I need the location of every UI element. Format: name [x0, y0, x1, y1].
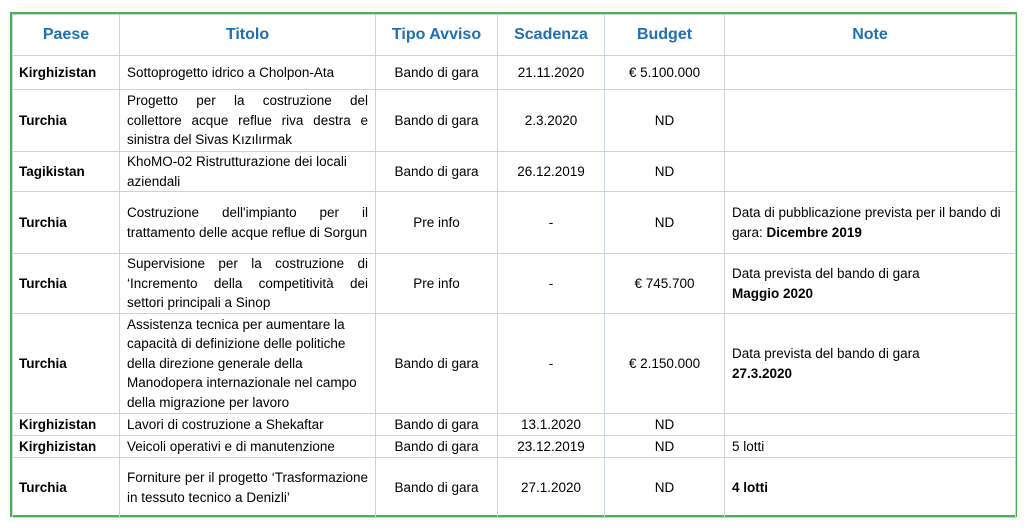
table-row — [13, 56, 1016, 90]
cell-scadenza: - — [498, 192, 605, 254]
table-row — [13, 458, 1016, 518]
cell-paese: Kirghizistan — [13, 56, 120, 90]
cell-note — [725, 254, 1016, 314]
cell-tipo: Bando di gara — [376, 436, 498, 458]
table-row — [13, 254, 1016, 314]
table-row — [13, 192, 1016, 254]
header-tipo-avviso: Tipo Avviso — [376, 15, 498, 56]
cell-scadenza: 26.12.2019 — [498, 152, 605, 192]
note-text: Data prevista del bando di gara — [732, 266, 920, 281]
cell-titolo: Veicoli operativi e di manutenzione — [120, 436, 376, 458]
cell-budget: ND — [605, 414, 725, 436]
cell-titolo: Supervisione per la costruzione di ‘Incremento della competitività dei settori principali a Sinop — [120, 254, 376, 314]
cell-note — [725, 458, 1016, 518]
cell-tipo: Bando di gara — [376, 152, 498, 192]
cell-budget: ND — [605, 90, 725, 152]
tenders-table — [12, 14, 1016, 518]
table-row — [13, 90, 1016, 152]
cell-scadenza: 21.11.2020 — [498, 56, 605, 90]
header-note: Note — [725, 15, 1016, 56]
header-paese: Paese — [13, 15, 120, 56]
note-text: 5 lotti — [732, 438, 765, 454]
cell-budget: ND — [605, 152, 725, 192]
cell-paese: Turchia — [13, 458, 120, 518]
cell-budget: € 745.700 — [605, 254, 725, 314]
header-budget: Budget — [605, 15, 725, 56]
cell-scadenza: 23.12.2019 — [498, 436, 605, 458]
cell-budget: ND — [605, 192, 725, 254]
cell-note — [725, 414, 1016, 436]
header-titolo: Titolo — [120, 15, 376, 56]
cell-tipo: Bando di gara — [376, 458, 498, 518]
header-row — [13, 15, 1016, 56]
cell-budget: € 5.100.000 — [605, 56, 725, 90]
note-text: Data di pubblicazione prevista per il bando di gara: — [732, 205, 1001, 240]
cell-budget: ND — [605, 458, 725, 518]
cell-titolo: Forniture per il progetto ‘Trasformazione in tessuto tecnico a Denizli’ — [120, 458, 376, 518]
cell-paese: Turchia — [13, 90, 120, 152]
cell-paese: Turchia — [13, 254, 120, 314]
cell-paese: Turchia — [13, 314, 120, 414]
note-bold: 4 lotti — [732, 479, 768, 495]
table-row — [13, 436, 1016, 458]
cell-tipo: Bando di gara — [376, 314, 498, 414]
note-text: Data prevista del bando di gara — [732, 346, 920, 361]
cell-budget: ND — [605, 436, 725, 458]
cell-paese: Kirghizistan — [13, 414, 120, 436]
cell-scadenza: 2.3.2020 — [498, 90, 605, 152]
cell-tipo: Bando di gara — [376, 414, 498, 436]
header-scadenza: Scadenza — [498, 15, 605, 56]
cell-paese: Kirghizistan — [13, 436, 120, 458]
table-row — [13, 152, 1016, 192]
cell-titolo: Progetto per la costruzione del collettore acque reflue riva destra e sinistra del Sivas Kızılırmak — [120, 90, 376, 152]
cell-titolo: KhoMO-02 Ristrutturazione dei locali aziendali — [120, 152, 376, 192]
note-bold: Dicembre 2019 — [766, 224, 862, 240]
cell-tipo: Pre info — [376, 254, 498, 314]
cell-scadenza: - — [498, 314, 605, 414]
cell-scadenza: 13.1.2020 — [498, 414, 605, 436]
cell-tipo: Bando di gara — [376, 56, 498, 90]
cell-titolo: Assistenza tecnica per aumentare la capacità di definizione delle politiche della direzione generale della Manodopera internazionale nel campo della migrazione per lavoro — [120, 314, 376, 414]
table-row — [13, 414, 1016, 436]
cell-titolo: Lavori di costruzione a Shekaftar — [120, 414, 376, 436]
cell-note — [725, 56, 1016, 90]
cell-note — [725, 192, 1016, 254]
note-bold: Maggio 2020 — [732, 285, 814, 301]
cell-note — [725, 152, 1016, 192]
cell-note — [725, 90, 1016, 152]
cell-tipo: Pre info — [376, 192, 498, 254]
cell-paese: Tagikistan — [13, 152, 120, 192]
cell-tipo: Bando di gara — [376, 90, 498, 152]
cell-scadenza: 27.1.2020 — [498, 458, 605, 518]
cell-budget: € 2.150.000 — [605, 314, 725, 414]
cell-titolo: Costruzione dell'impianto per il trattamento delle acque reflue di Sorgun — [120, 192, 376, 254]
table-row — [13, 314, 1016, 414]
cell-note — [725, 314, 1016, 414]
cell-scadenza: - — [498, 254, 605, 314]
cell-note — [725, 436, 1016, 458]
cell-paese: Turchia — [13, 192, 120, 254]
note-bold: 27.3.2020 — [732, 365, 793, 381]
cell-titolo: Sottoprogetto idrico a Cholpon-Ata — [120, 56, 376, 90]
